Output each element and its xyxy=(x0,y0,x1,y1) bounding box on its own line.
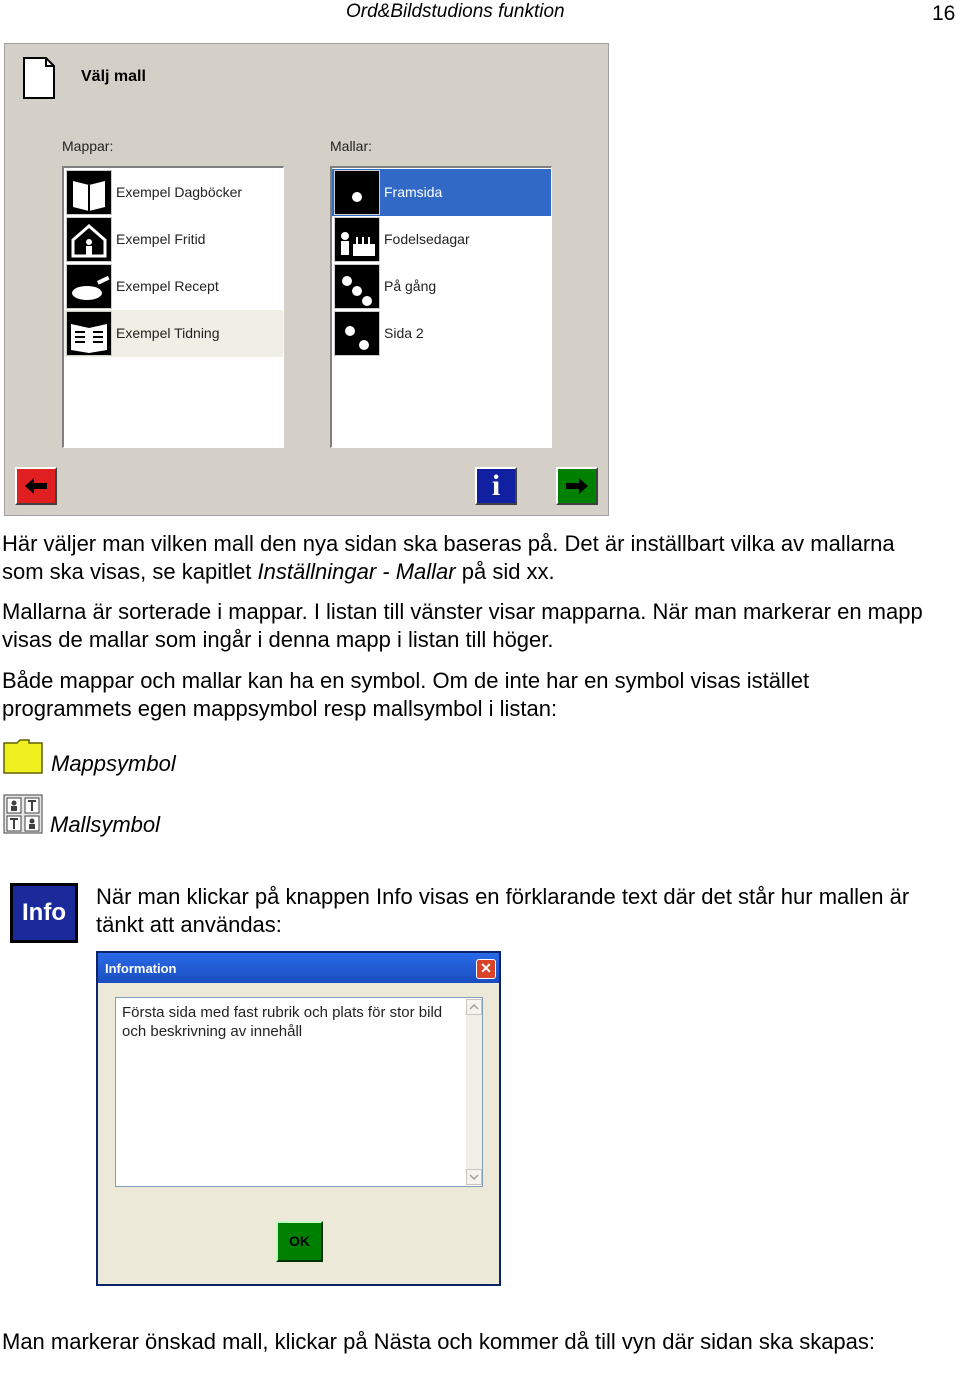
three-dots-icon xyxy=(334,264,380,309)
list-item[interactable]: På gång xyxy=(332,263,551,310)
templates-label: Mallar: xyxy=(330,138,373,154)
close-icon: ✕ xyxy=(480,960,492,976)
folder-icon xyxy=(3,738,43,774)
next-button[interactable] xyxy=(556,467,598,505)
paragraph-2: Mallarna är sorterade i mappar. I listan till vänster visar mapparna. När man markerar en mapp visas de mallar som ingår i denna mapp i listan till höger. xyxy=(2,599,923,652)
newspaper-icon xyxy=(66,311,112,356)
folders-label: Mappar: xyxy=(62,138,114,154)
header-title: Ord&Bildstudions funktion xyxy=(346,1,565,22)
list-item[interactable]: Exempel Dagböcker xyxy=(64,169,283,216)
scroll-up-icon[interactable] xyxy=(466,999,482,1015)
paragraph-4: När man klickar på knappen Info visas en förklarande text där det står hur mallen är tänkt att användas: xyxy=(96,884,910,937)
info-button-symbol: Info xyxy=(10,883,78,943)
one-dot-icon xyxy=(334,170,380,215)
scroll-down-icon[interactable] xyxy=(466,1169,482,1185)
paragraph-1: Här väljer man vilken mall den nya sidan ska baseras på. Det är inställbart vilka av mallarna som ska visas, se kapitlet Inställningar - Mallar på sid xx. xyxy=(2,531,895,584)
choose-template-dialog xyxy=(4,43,609,516)
list-item[interactable]: Exempel Tidning xyxy=(64,310,283,357)
information-dialog xyxy=(96,951,501,1286)
paragraph-3: Både mappar och mallar kan ha en symbol. Om de inte har en symbol visas istället programmets egen mappsymbol resp mallsymbol i listan: xyxy=(2,668,810,721)
dialog-title: Välj mall xyxy=(81,68,146,85)
arrow-right-icon xyxy=(558,469,596,503)
list-item[interactable]: Exempel Fritid xyxy=(64,216,283,263)
document-icon xyxy=(22,56,56,100)
folders-list[interactable] xyxy=(62,166,284,448)
list-item[interactable]: Fodelsedagar xyxy=(332,216,551,263)
arrow-left-icon xyxy=(17,469,55,503)
info-icon: i xyxy=(491,469,501,502)
template-icon xyxy=(3,794,43,834)
two-dots-icon xyxy=(334,311,380,356)
diary-icon xyxy=(66,170,112,215)
home-icon xyxy=(66,217,112,262)
page-number: 16 xyxy=(932,2,956,25)
list-item[interactable]: Sida 2 xyxy=(332,310,551,357)
list-item[interactable]: Framsida xyxy=(332,169,551,216)
paragraph-5: Man markerar önskad mall, klickar på Nästa och kommer då till vyn där sidan ska skapas: xyxy=(2,1329,876,1354)
templates-list[interactable] xyxy=(330,166,552,448)
list-item[interactable]: Exempel Recept xyxy=(64,263,283,310)
folder-symbol-label: Mappsymbol xyxy=(51,751,176,776)
close-button[interactable] xyxy=(476,959,496,979)
frying-pan-icon xyxy=(66,264,112,309)
back-button[interactable] xyxy=(15,467,57,505)
info-text-box[interactable] xyxy=(115,997,483,1187)
info-dialog-title: Information xyxy=(105,961,177,976)
info-button[interactable] xyxy=(475,467,517,505)
birthday-cake-icon xyxy=(334,217,380,262)
info-text: Första sida med fast rubrik och plats för stor bild och beskrivning av innehåll xyxy=(122,1004,443,1040)
ok-button[interactable]: OK xyxy=(276,1221,323,1262)
template-symbol-label: Mallsymbol xyxy=(50,812,161,837)
scrollbar[interactable] xyxy=(466,999,482,1185)
